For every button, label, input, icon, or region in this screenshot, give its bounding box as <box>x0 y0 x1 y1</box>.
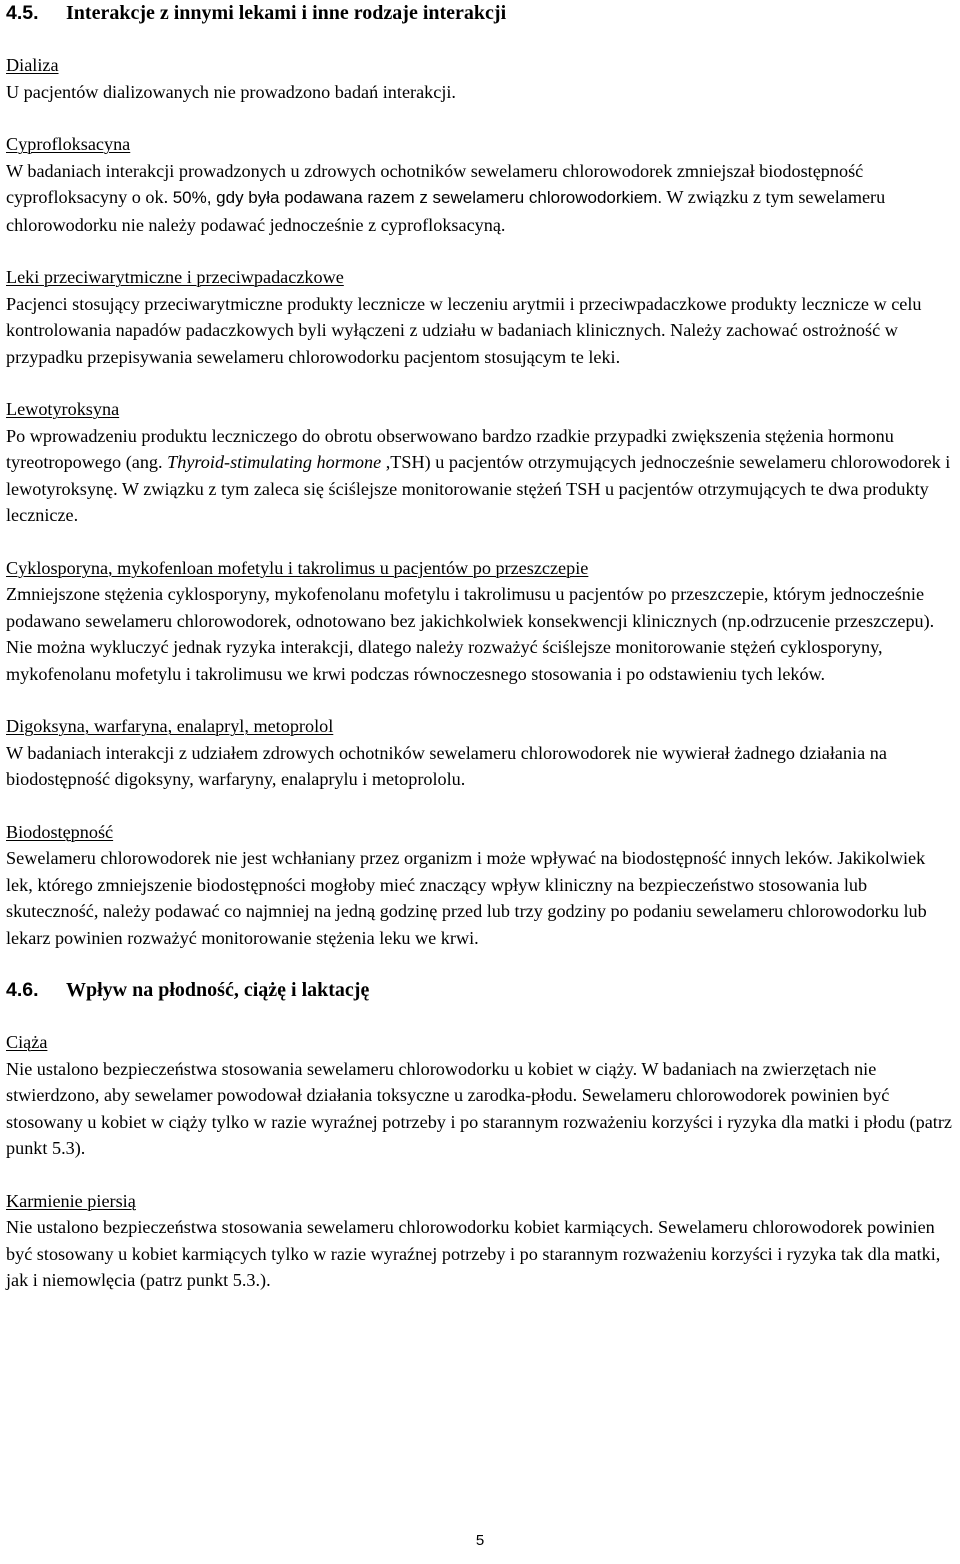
subsection-heading: Karmienie piersią <box>6 1190 136 1211</box>
subsection-cyklosporyna <box>6 555 956 688</box>
subsection-karmienie <box>6 1188 956 1294</box>
subsection-heading: Cyprofloksacyna <box>6 134 131 154</box>
text-part: Po wprowadzeniu produktu leczniczego do obrotu obserwowano bardzo rzadkie przypadki zwiększenia stężenia hormonu tyreotropowego (ang. <box>6 425 894 472</box>
text-part: W badaniach interakcji prowadzonych u zdrowych ochotników sewelameru chlorowodorek zmniejszał biodostępność cyprofloksacyny o ok. <box>6 160 864 207</box>
subsection-text: W badaniach interakcji z udziałem zdrowych ochotników sewelameru chlorowodorek nie wywierał żadnego działania na biodostępność digoksyny, warfaryny, enalaprylu i metoprololu. <box>6 742 887 789</box>
subsection-heading: Ciąża <box>6 1032 48 1052</box>
text-part: W związku z tym sewelameru chlorowodorku nie należy podawać jednocześnie z cyprofloksacyną. <box>6 187 886 235</box>
subsection-heading: Biodostępność <box>6 821 114 842</box>
subsection-text: Nie ustalono bezpieczeństwa stosowania sewelameru chlorowodorku u kobiet w ciąży. W badaniach na zwierzętach nie stwierdzono, aby sewelamer powodował działania toksyczne u zarodka-płodu. Sewelameru chlorowodorek powinien być stosowany u kobiet w ciąży tylko w razie wyraźnej potrzeby i po starannym rozważeniu korzyści i ryzyka dla matki i płodu (patrz punkt 5.3). <box>6 1058 952 1158</box>
subsection-heading: Dializa <box>6 55 59 75</box>
section-heading-4-6 <box>6 977 956 1003</box>
subsection-digoksyna <box>6 713 956 793</box>
subsection-text: Pacjenci stosujący przeciwarytmiczne produkty lecznicze w leczeniu arytmii i przeciwpadaczkowe produkty lecznicze w celu kontrolowania napadów padaczkowych byli wyłączeni z udziału w badaniach klinicznych. Należy zachować ostrożność w przypadku przepisywania sewelameru chlorowodorku pacjentom stosującym te leki. <box>6 293 922 367</box>
subsection-biodostepnosc <box>6 819 956 952</box>
subsection-text <box>6 423 956 529</box>
subsection-lewotyroksyna <box>6 396 956 529</box>
section-title: Wpływ na płodność, ciążę i laktację <box>66 979 370 1001</box>
section-heading-4-5 <box>6 0 956 26</box>
text-part-italic: Thyroid-stimulating hormone <box>167 452 382 472</box>
document-page <box>6 0 956 1294</box>
section-title: Interakcje z innymi lekami i inne rodzaje interakcji <box>66 2 507 24</box>
page-number: 5 <box>475 1532 485 1549</box>
text-part: ,TSH) u pacjentów otrzymujących jednocześnie sewelameru chlorowodorek i lewotyroksynę. W związku z tym zaleca się ściślejsze monitorowanie stężeń TSH u pacjentów otrzymujących te dwa produkty lecznicze. <box>6 452 951 525</box>
subsection-heading: Digoksyna, warfaryna, enalapryl, metoprolol <box>6 716 334 736</box>
subsection-ciaza <box>6 1029 956 1162</box>
text-part-sans: 50%, gdy była podawana razem z sewelameru chlorowodorkiem. <box>172 188 663 207</box>
subsection-heading: Leki przeciwarytmiczne i przeciwpadaczkowe <box>6 267 344 287</box>
subsection-heading: Cyklosporyna, mykofenloan mofetylu i takrolimus u pacjentów po przeszczepie <box>6 557 589 578</box>
subsection-cyprofloksacyna <box>6 131 956 238</box>
subsection-dializa <box>6 52 956 105</box>
subsection-text: U pacjentów dializowanych nie prowadzono badań interakcji. <box>6 81 456 102</box>
section-number: 4.6. <box>6 979 39 1001</box>
section-number: 4.5. <box>6 2 39 24</box>
subsection-heading: Lewotyroksyna <box>6 399 120 419</box>
subsection-text: Sewelameru chlorowodorek nie jest wchłaniany przez organizm i może wpływać na biodostępność innych leków. Jakikolwiek lek, którego zmniejszenie biodostępności mogłoby mieć znaczący wpływ kliniczny na bezpieczeństwo stosowania lub skuteczność, należy podawać co najmniej na jedną godzinę przed lub trzy godziny po podaniu sewelameru chlorowodorku lub lekarz powinien rozważyć monitorowanie stężenia leku we krwi. <box>6 848 927 948</box>
subsection-text: Nie ustalono bezpieczeństwa stosowania sewelameru chlorowodorku kobiet karmiących. Sewelameru chlorowodorek powinien być stosowany u kobiet karmiących tylko w razie wyraźnej potrzeby i po starannym rozważeniu korzyści i ryzyka tak dla matki, jak i niemowlęcia (patrz punkt 5.3.). <box>6 1217 941 1290</box>
subsection-leki <box>6 264 956 370</box>
subsection-text <box>6 158 956 239</box>
subsection-text: Zmniejszone stężenia cyklosporyny, mykofenolanu mofetylu i takrolimusu u pacjentów po przeszczepie, którym jednocześnie podawano sewelameru chlorowodorek, odnotowano bez jakichkolwiek konsekwencji klinicznych (np.odrzucenie przeszczepu). Nie można wykluczyć jednak ryzyka interakcji, dlatego należy rozważyć ściślejsze monitorowanie stężeń cyklosporyny, mykofenolanu mofetylu i takrolimusu we krwi podczas równoczesnego stosowania i po odstawieniu tych leków. <box>6 584 935 684</box>
